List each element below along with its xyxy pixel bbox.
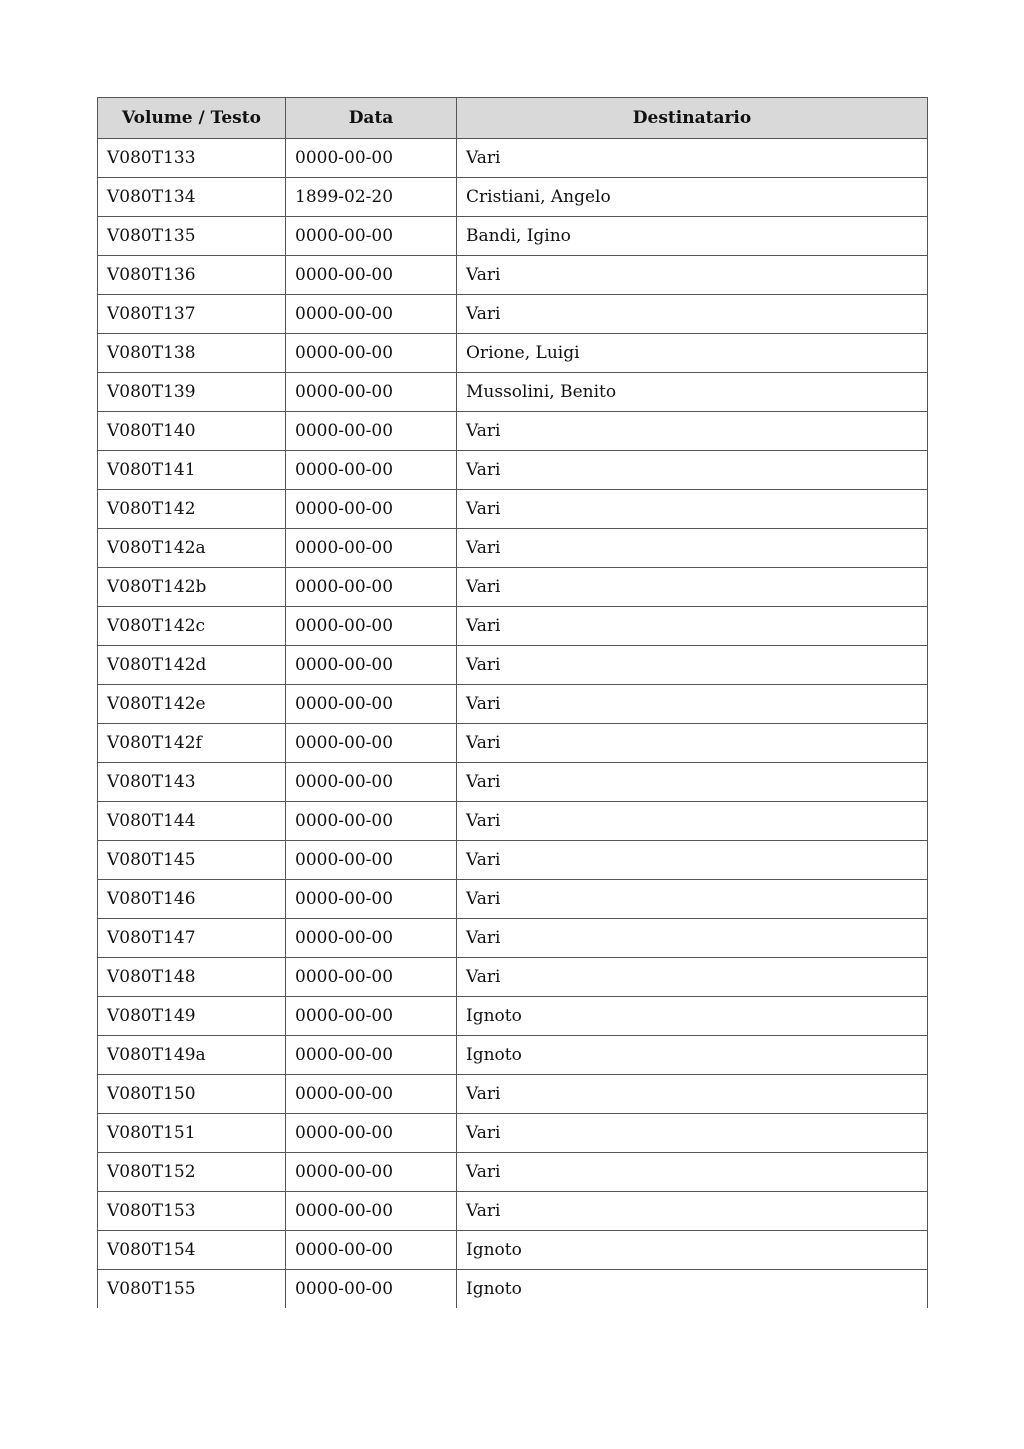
cell-destinatario: Vari (457, 1114, 928, 1153)
cell-volume-testo: V080T149a (98, 1036, 286, 1075)
table-row (98, 1036, 928, 1075)
cell-destinatario: Vari (457, 1153, 928, 1192)
cell-data: 0000-00-00 (286, 1270, 457, 1309)
cell-destinatario: Cristiani, Angelo (457, 178, 928, 217)
cell-destinatario: Vari (457, 763, 928, 802)
table-row (98, 724, 928, 763)
table-row (98, 178, 928, 217)
cell-destinatario: Vari (457, 139, 928, 178)
cell-data: 0000-00-00 (286, 139, 457, 178)
cell-destinatario: Vari (457, 841, 928, 880)
cell-volume-testo: V080T154 (98, 1231, 286, 1270)
cell-data: 1899-02-20 (286, 178, 457, 217)
cell-volume-testo: V080T142a (98, 529, 286, 568)
cell-volume-testo: V080T145 (98, 841, 286, 880)
cell-destinatario: Vari (457, 919, 928, 958)
table-header-row (98, 98, 928, 139)
cell-volume-testo: V080T150 (98, 1075, 286, 1114)
cell-volume-testo: V080T138 (98, 334, 286, 373)
cell-data: 0000-00-00 (286, 490, 457, 529)
cell-destinatario: Orione, Luigi (457, 334, 928, 373)
cell-data: 0000-00-00 (286, 685, 457, 724)
cell-volume-testo: V080T147 (98, 919, 286, 958)
cell-destinatario: Vari (457, 646, 928, 685)
letters-table (97, 97, 928, 1308)
table-row (98, 880, 928, 919)
cell-volume-testo: V080T152 (98, 1153, 286, 1192)
table-row (98, 802, 928, 841)
cell-data: 0000-00-00 (286, 1075, 457, 1114)
cell-volume-testo: V080T133 (98, 139, 286, 178)
cell-volume-testo: V080T142e (98, 685, 286, 724)
table-row (98, 1114, 928, 1153)
cell-destinatario: Vari (457, 958, 928, 997)
cell-volume-testo: V080T140 (98, 412, 286, 451)
cell-volume-testo: V080T136 (98, 256, 286, 295)
cell-volume-testo: V080T142d (98, 646, 286, 685)
cell-data: 0000-00-00 (286, 451, 457, 490)
cell-volume-testo: V080T144 (98, 802, 286, 841)
cell-data: 0000-00-00 (286, 1231, 457, 1270)
cell-destinatario: Vari (457, 1192, 928, 1231)
cell-data: 0000-00-00 (286, 529, 457, 568)
table-row (98, 997, 928, 1036)
table-row (98, 412, 928, 451)
cell-data: 0000-00-00 (286, 334, 457, 373)
cell-data: 0000-00-00 (286, 217, 457, 256)
cell-destinatario: Ignoto (457, 1231, 928, 1270)
table-row (98, 139, 928, 178)
cell-volume-testo: V080T141 (98, 451, 286, 490)
cell-volume-testo: V080T137 (98, 295, 286, 334)
table-row (98, 919, 928, 958)
table-row (98, 607, 928, 646)
column-header-data: Data (286, 98, 457, 139)
cell-volume-testo: V080T143 (98, 763, 286, 802)
cell-data: 0000-00-00 (286, 880, 457, 919)
cell-destinatario: Vari (457, 295, 928, 334)
table-row (98, 295, 928, 334)
cell-data: 0000-00-00 (286, 763, 457, 802)
cell-data: 0000-00-00 (286, 841, 457, 880)
cell-data: 0000-00-00 (286, 1153, 457, 1192)
cell-volume-testo: V080T135 (98, 217, 286, 256)
table-row (98, 490, 928, 529)
table-row (98, 1270, 928, 1309)
column-header-volume-testo: Volume / Testo (98, 98, 286, 139)
cell-volume-testo: V080T142b (98, 568, 286, 607)
cell-destinatario: Ignoto (457, 1036, 928, 1075)
cell-data: 0000-00-00 (286, 1192, 457, 1231)
table-row (98, 1075, 928, 1114)
cell-destinatario: Vari (457, 880, 928, 919)
cell-data: 0000-00-00 (286, 919, 457, 958)
cell-data: 0000-00-00 (286, 802, 457, 841)
table-row (98, 841, 928, 880)
cell-data: 0000-00-00 (286, 1114, 457, 1153)
cell-destinatario: Vari (457, 802, 928, 841)
cell-destinatario: Vari (457, 529, 928, 568)
cell-destinatario: Vari (457, 256, 928, 295)
cell-data: 0000-00-00 (286, 958, 457, 997)
table-row (98, 1153, 928, 1192)
table-row (98, 958, 928, 997)
table-body (98, 139, 928, 1309)
table-row (98, 568, 928, 607)
cell-data: 0000-00-00 (286, 607, 457, 646)
cell-volume-testo: V080T142c (98, 607, 286, 646)
cell-destinatario: Bandi, Igino (457, 217, 928, 256)
cell-destinatario: Vari (457, 607, 928, 646)
cell-data: 0000-00-00 (286, 256, 457, 295)
cell-volume-testo: V080T149 (98, 997, 286, 1036)
cell-destinatario: Vari (457, 724, 928, 763)
cell-volume-testo: V080T155 (98, 1270, 286, 1309)
cell-volume-testo: V080T139 (98, 373, 286, 412)
cell-volume-testo: V080T134 (98, 178, 286, 217)
cell-data: 0000-00-00 (286, 1036, 457, 1075)
table-row (98, 529, 928, 568)
cell-destinatario: Ignoto (457, 997, 928, 1036)
cell-destinatario: Vari (457, 685, 928, 724)
cell-volume-testo: V080T153 (98, 1192, 286, 1231)
table-row (98, 256, 928, 295)
cell-data: 0000-00-00 (286, 412, 457, 451)
cell-volume-testo: V080T146 (98, 880, 286, 919)
cell-volume-testo: V080T151 (98, 1114, 286, 1153)
table-row (98, 1231, 928, 1270)
cell-data: 0000-00-00 (286, 646, 457, 685)
cell-volume-testo: V080T142f (98, 724, 286, 763)
cell-data: 0000-00-00 (286, 568, 457, 607)
table-row (98, 334, 928, 373)
cell-data: 0000-00-00 (286, 724, 457, 763)
cell-destinatario: Vari (457, 490, 928, 529)
table-row (98, 763, 928, 802)
table-row (98, 373, 928, 412)
cell-destinatario: Vari (457, 1075, 928, 1114)
cell-destinatario: Vari (457, 568, 928, 607)
cell-destinatario: Vari (457, 412, 928, 451)
table-row (98, 646, 928, 685)
table-row (98, 1192, 928, 1231)
cell-data: 0000-00-00 (286, 373, 457, 412)
table-row (98, 685, 928, 724)
cell-data: 0000-00-00 (286, 295, 457, 334)
cell-volume-testo: V080T148 (98, 958, 286, 997)
cell-data: 0000-00-00 (286, 997, 457, 1036)
cell-destinatario: Vari (457, 451, 928, 490)
table-row (98, 451, 928, 490)
table-row (98, 217, 928, 256)
cell-destinatario: Ignoto (457, 1270, 928, 1309)
cell-volume-testo: V080T142 (98, 490, 286, 529)
cell-destinatario: Mussolini, Benito (457, 373, 928, 412)
column-header-destinatario: Destinatario (457, 98, 928, 139)
